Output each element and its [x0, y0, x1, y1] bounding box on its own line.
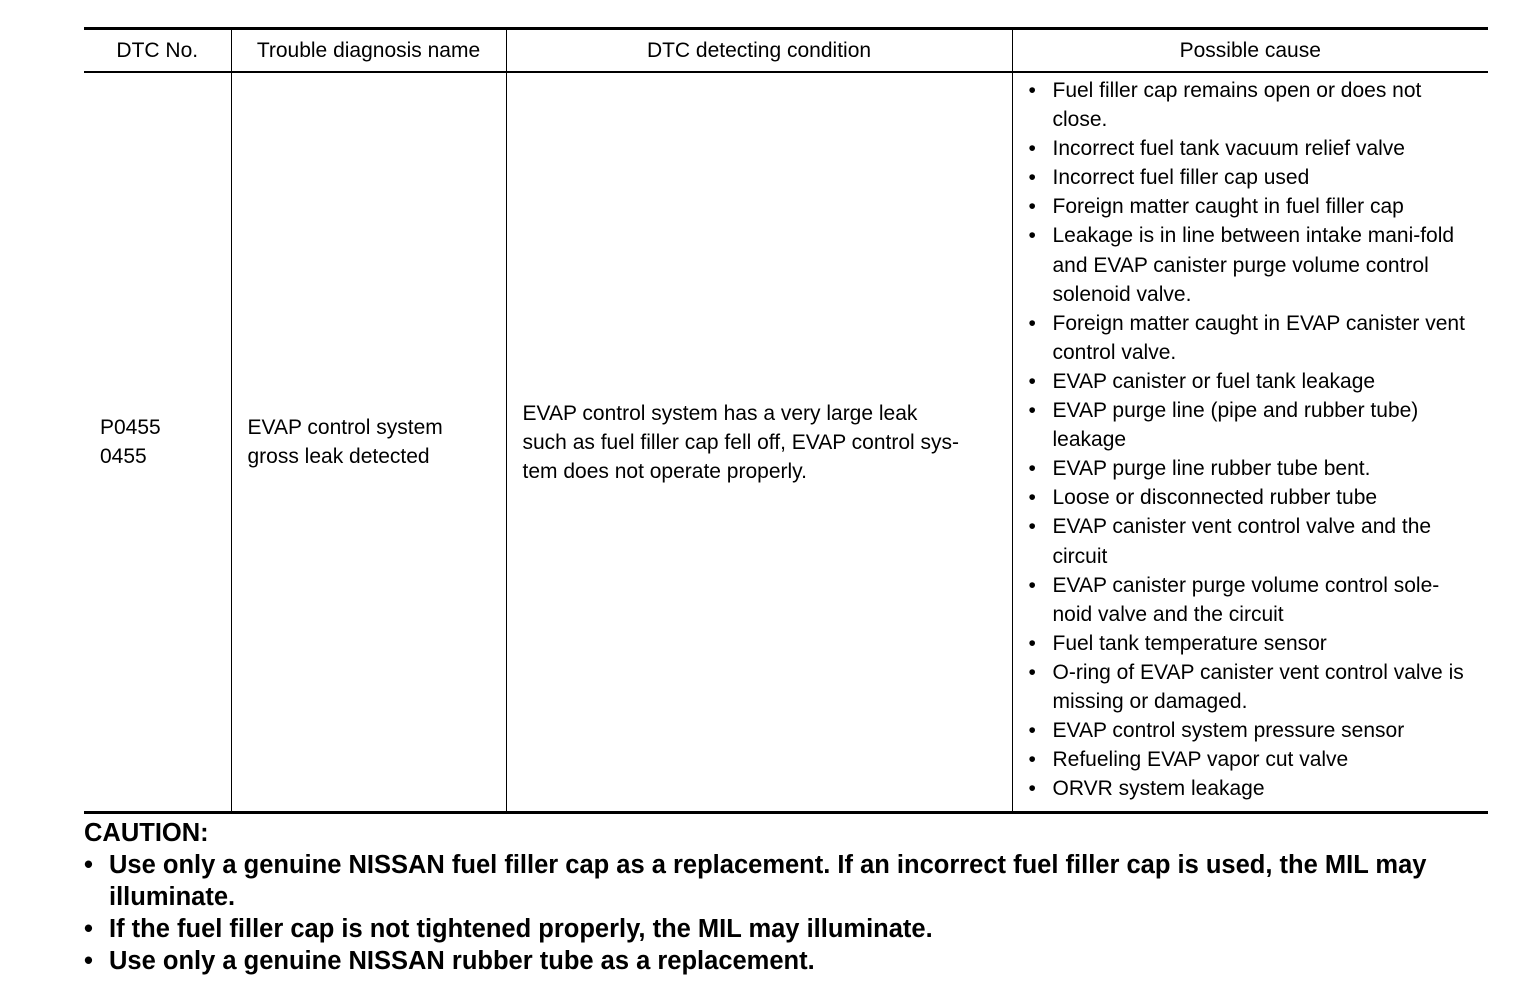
- bullet-icon: •: [1028, 748, 1036, 772]
- possible-cause-cell: [1012, 72, 1488, 813]
- possible-cause-text: Fuel tank temperature sensor: [1052, 631, 1327, 655]
- possible-cause-text: ORVR system leakage: [1052, 777, 1265, 801]
- possible-cause-text: EVAP canister or fuel tank leakage: [1052, 369, 1376, 393]
- caution-list: [84, 849, 1504, 977]
- possible-cause-text: EVAP control system pressure sensor: [1052, 719, 1405, 743]
- possible-cause-item: [1029, 192, 1483, 221]
- possible-cause-item: [1029, 309, 1483, 367]
- possible-cause-item: [1029, 716, 1483, 745]
- bullet-icon: •: [84, 851, 93, 879]
- possible-cause-item: [1029, 629, 1483, 658]
- possible-cause-item: [1029, 396, 1483, 454]
- caution-text: If the fuel filler cap is not tightened properly, the MIL may illuminate.: [109, 915, 933, 943]
- header-dtc-no: DTC No.: [84, 29, 231, 73]
- bullet-icon: •: [1028, 457, 1036, 481]
- bullet-icon: •: [1028, 79, 1036, 102]
- bullet-icon: •: [1028, 515, 1036, 539]
- bullet-icon: •: [1028, 486, 1036, 510]
- bullet-icon: •: [1028, 224, 1036, 248]
- possible-cause-text: Foreign matter caught in EVAP canister vent control valve.: [1052, 311, 1465, 364]
- possible-cause-item: [1029, 163, 1483, 192]
- possible-cause-item: [1029, 454, 1483, 483]
- bullet-icon: •: [1028, 573, 1036, 597]
- table-header: [84, 29, 1488, 73]
- possible-cause-text: Leakage is in line between intake mani-fold and EVAP canister purge volume control solenoid valve.: [1052, 224, 1455, 306]
- condition-line: tem does not operate properly.: [522, 459, 807, 483]
- diagnosis-name-line: gross leak detected: [247, 445, 430, 469]
- header-trouble-diagnosis-name: Trouble diagnosis name: [231, 29, 506, 73]
- bullet-icon: •: [1028, 137, 1036, 161]
- possible-cause-item: [1029, 483, 1483, 512]
- bullet-icon: •: [1028, 631, 1036, 655]
- possible-cause-list: [1029, 73, 1483, 811]
- possible-cause-item: [1029, 76, 1483, 134]
- possible-cause-item: [1029, 774, 1483, 803]
- possible-cause-item: [1029, 745, 1483, 774]
- condition-cell: [506, 72, 1012, 813]
- caution-title: CAUTION:: [84, 819, 209, 847]
- possible-cause-text: O-ring of EVAP canister vent control valve is missing or damaged.: [1052, 660, 1464, 713]
- possible-cause-text: Loose or disconnected rubber tube: [1052, 486, 1378, 510]
- possible-cause-text: EVAP canister vent control valve and the circuit: [1052, 515, 1432, 568]
- dtc-table: [84, 27, 1488, 814]
- caution-section: [84, 817, 1504, 977]
- possible-cause-text: Fuel filler cap remains open or does not close.: [1052, 79, 1422, 132]
- bullet-icon: •: [1028, 369, 1036, 393]
- possible-cause-item: [1029, 571, 1483, 629]
- bullet-icon: •: [1028, 660, 1036, 684]
- condition-line: such as fuel filler cap fell off, EVAP control sys-: [522, 430, 960, 454]
- dtc-code: P0455: [100, 416, 161, 440]
- caution-item: [84, 945, 1504, 977]
- possible-cause-text: Incorrect fuel tank vacuum relief valve: [1052, 137, 1405, 161]
- table-row: [84, 72, 1488, 813]
- possible-cause-text: EVAP canister purge volume control sole-noid valve and the circuit: [1052, 573, 1440, 626]
- possible-cause-item: [1029, 658, 1483, 716]
- possible-cause-item: [1029, 512, 1483, 570]
- header-possible-cause: Possible cause: [1012, 29, 1488, 73]
- diagnosis-name-line: EVAP control system: [247, 416, 443, 440]
- condition-line: EVAP control system has a very large leak: [522, 401, 918, 425]
- bullet-icon: •: [1028, 311, 1036, 335]
- bullet-icon: •: [1028, 195, 1036, 219]
- dtc-no-cell: [84, 72, 231, 813]
- possible-cause-item: [1029, 221, 1483, 308]
- possible-cause-text: Refueling EVAP vapor cut valve: [1052, 748, 1349, 772]
- dtc-code-alt: 0455: [100, 445, 147, 469]
- bullet-icon: •: [1028, 166, 1036, 190]
- bullet-icon: •: [84, 947, 93, 975]
- caution-item: [84, 849, 1504, 913]
- caution-item: [84, 913, 1504, 945]
- possible-cause-item: [1029, 134, 1483, 163]
- bullet-icon: •: [1028, 399, 1036, 423]
- caution-text: Use only a genuine NISSAN fuel filler cap as a replacement. If an incorrect fuel filler cap is used, the MIL may illuminate.: [109, 851, 1427, 911]
- possible-cause-text: EVAP purge line (pipe and rubber tube) leakage: [1052, 399, 1419, 452]
- header-dtc-detecting-condition: DTC detecting condition: [506, 29, 1012, 73]
- bullet-icon: •: [1028, 777, 1036, 801]
- caution-text: Use only a genuine NISSAN rubber tube as a replacement.: [109, 947, 815, 975]
- possible-cause-item: [1029, 367, 1483, 396]
- possible-cause-text: Incorrect fuel filler cap used: [1052, 166, 1310, 190]
- bullet-icon: •: [84, 915, 93, 943]
- diagnosis-name-cell: [231, 72, 506, 813]
- possible-cause-text: Foreign matter caught in fuel filler cap: [1052, 195, 1404, 219]
- possible-cause-text: EVAP purge line rubber tube bent.: [1052, 457, 1371, 481]
- bullet-icon: •: [1028, 719, 1036, 743]
